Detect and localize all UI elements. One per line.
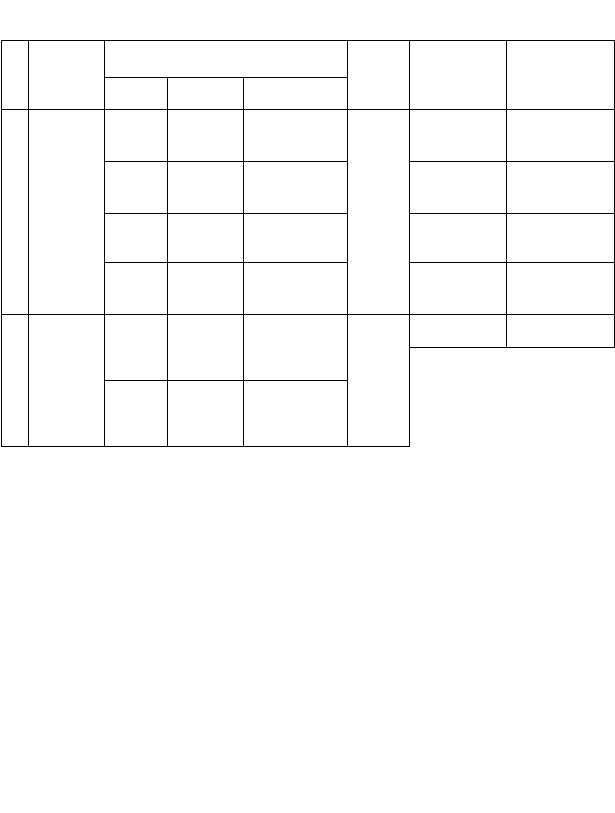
cadre-phone: [244, 315, 348, 381]
mine-name: [29, 315, 105, 447]
station-phone: [507, 263, 615, 315]
cadre-phone: [244, 162, 348, 214]
cadre-position: [168, 162, 244, 214]
station-name: [410, 110, 507, 162]
station-name: [410, 263, 507, 315]
header-contact: [244, 78, 348, 110]
cadre-position: [168, 263, 244, 315]
cadre-phone: [244, 381, 348, 447]
supervision-subject: [348, 315, 410, 447]
mine-name: [29, 110, 105, 315]
header-subject: [348, 41, 410, 110]
cadre-position: [168, 315, 244, 381]
supervision-subject: [348, 110, 410, 315]
supervision-table: [1, 40, 615, 447]
cadre-name: [105, 162, 168, 214]
cadre-name: [105, 381, 168, 447]
cadre-name: [105, 315, 168, 381]
header-name: [105, 78, 168, 110]
page-title: [0, 0, 615, 40]
table-body: [2, 41, 615, 447]
cadre-phone: [244, 110, 348, 162]
header-row: [2, 41, 615, 78]
cadre-name: [105, 110, 168, 162]
station-name: [410, 315, 507, 348]
station-phone: [507, 110, 615, 162]
station-phone: [507, 315, 615, 348]
station-name: [410, 214, 507, 263]
station-phone: [507, 162, 615, 214]
cadre-position: [168, 381, 244, 447]
mine-seq: [2, 110, 29, 315]
cadre-phone: [244, 263, 348, 315]
header-cadre-group: [105, 41, 348, 78]
cadre-position: [168, 214, 244, 263]
header-position: [168, 78, 244, 110]
table-row: [2, 315, 615, 348]
table-row: [2, 110, 615, 136]
header-seq: [2, 41, 29, 110]
station-phone: [507, 214, 615, 263]
cadre-position: [168, 110, 244, 162]
header-mine: [29, 41, 105, 110]
cadre-name: [105, 214, 168, 263]
cadre-name: [105, 263, 168, 315]
station-name: [410, 162, 507, 214]
header-station-contact: [507, 41, 615, 110]
header-station: [410, 41, 507, 110]
mine-seq: [2, 315, 29, 447]
cadre-phone: [244, 214, 348, 263]
